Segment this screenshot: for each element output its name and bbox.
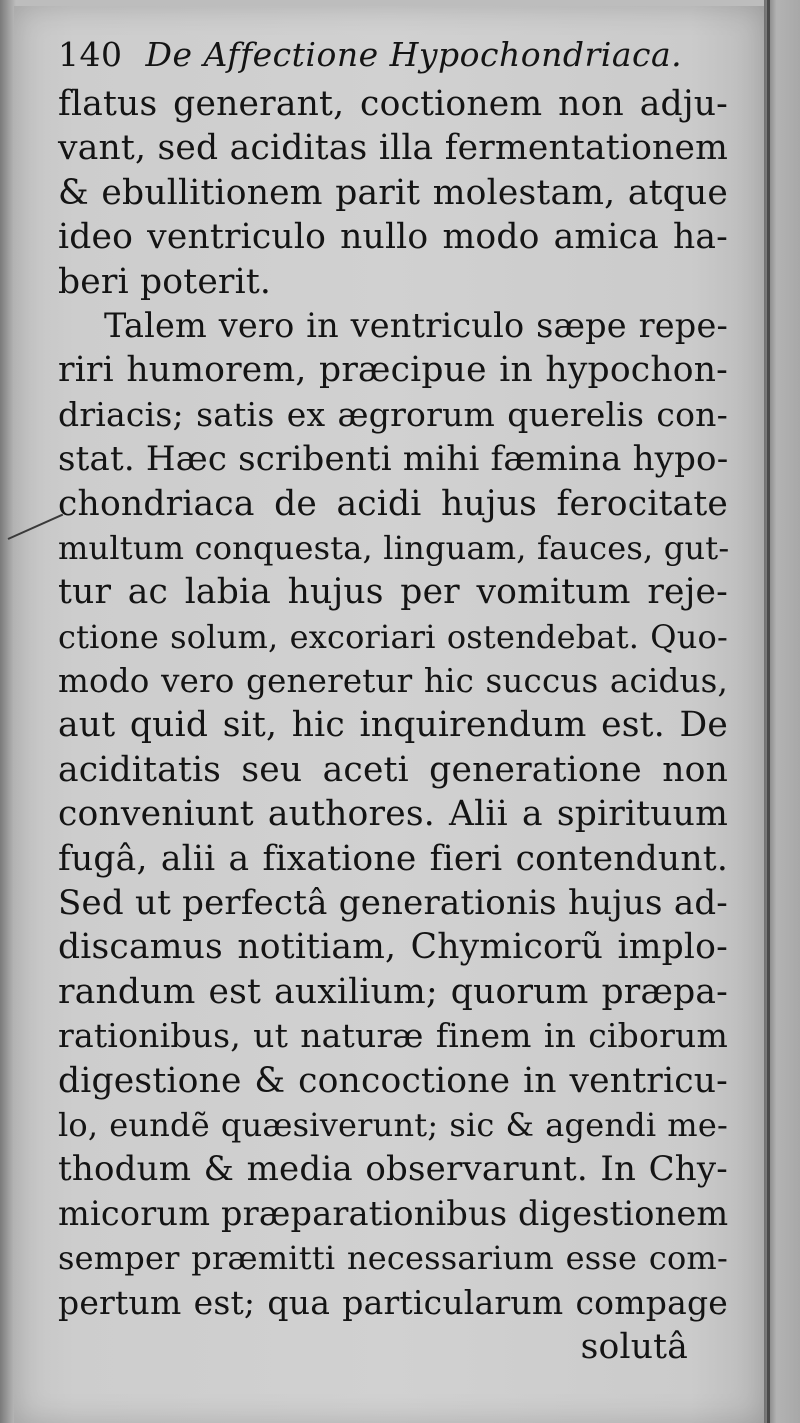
text-line: lo, eundẽ quæsiverunt; sic & agendi me- (58, 1105, 728, 1144)
text-line: semper præmitti necessarium esse com- (58, 1239, 728, 1278)
text-line: micorum præparationibus digestionem (58, 1193, 729, 1233)
text-line: rationibus, ut naturæ finem in ciborum (58, 1016, 728, 1056)
text-block (58, 30, 728, 1369)
text-line: randum est auxilium; quorum præpa- (58, 971, 728, 1012)
running-head (58, 30, 728, 82)
text-line: driacis; satis ex ægrorum querelis con- (58, 394, 728, 434)
page-fold-line (767, 0, 770, 1423)
text-line: tur ac labia hujus per vomitum reje- (58, 572, 728, 613)
text-line: beri poterit. (58, 261, 272, 302)
text-line: multum conquesta, linguam, fauces, gut- (58, 528, 730, 567)
text-line: discamus notitiam, Chymicorũ implo- (58, 927, 728, 968)
text-line: ctione solum, excoriari ostendebat. Quo- (58, 617, 728, 656)
text-line: & ebullitionem parit molestam, atque (58, 172, 728, 213)
text-line: chondriaca de acidi hujus ferocitate (58, 483, 728, 524)
text-line: riri humorem, præcipue in hypochon- (58, 350, 728, 391)
running-title: De Affectione Hypochondriaca. (145, 35, 683, 74)
text-line: digestione & concoctione in ventricu- (58, 1060, 728, 1101)
text-line: fugâ, alii a fixatione fieri contendunt. (58, 838, 728, 879)
page-number: 140 (58, 35, 123, 74)
text-line: aut quid sit, hic inquirendum est. De (58, 705, 728, 746)
text-line: pertum est; qua particularum compage (58, 1282, 728, 1322)
catchword: solutâ (580, 1326, 688, 1367)
text-line: conveniunt authores. Alii a spirituum (58, 794, 728, 835)
text-line: modo vero generetur hic succus acidus, (58, 662, 728, 701)
text-line: flatus generant, coctionem non adju- (58, 84, 728, 124)
text-line: vant, sed aciditas illa fermentationem (58, 128, 728, 169)
text-line: Sed ut perfectâ generationis hujus ad- (58, 883, 728, 924)
text-line: Talem vero in ventriculo sæpe repe- (104, 305, 728, 345)
text-line: ideo ventriculo nullo modo amica ha- (58, 217, 728, 258)
text-line: thodum & media observarunt. In Chy- (58, 1149, 728, 1190)
text-line: aciditatis seu aceti generatione non (58, 749, 728, 790)
text-line: stat. Hæc scribenti mihi fæmina hypo- (58, 439, 729, 480)
